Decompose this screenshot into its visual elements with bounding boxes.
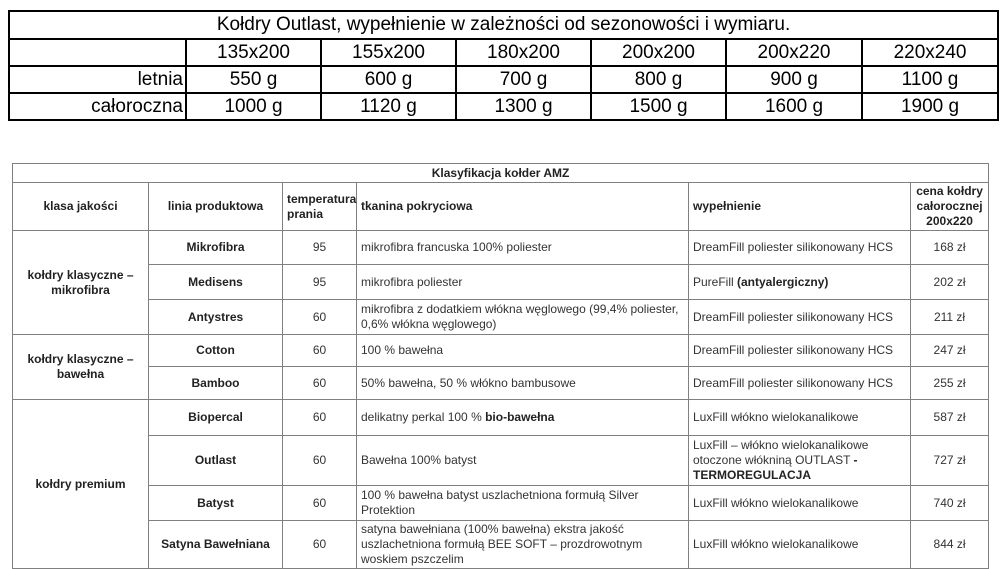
fill-cell: LuxFill włókno wielokanalikowe — [689, 400, 911, 436]
price-cell: 740 zł — [911, 486, 989, 521]
size-header-cell: 200x200 — [591, 39, 726, 66]
product-line-cell: Biopercal — [149, 400, 283, 436]
price-cell: 168 zł — [911, 231, 989, 265]
header-fill: wypełnienie — [689, 183, 911, 231]
fabric-cell: delikatny perkal 100 % bio-bawełna — [357, 400, 689, 436]
fill-cell: DreamFill poliester silikonowany HCS — [689, 367, 911, 400]
size-header-cell: 155x200 — [321, 39, 456, 66]
size-header-cell: 200x220 — [726, 39, 862, 66]
product-line-cell: Antystres — [149, 300, 283, 335]
quality-class-cell: kołdry premium — [13, 400, 149, 569]
product-line-cell: Mikrofibra — [149, 231, 283, 265]
table2-title-row — [13, 164, 989, 183]
price-cell: 844 zł — [911, 521, 989, 569]
header-product-line: linia produktowa — [149, 183, 283, 231]
wash-temp-cell: 60 — [283, 367, 357, 400]
fabric-cell: mikrofibra poliester — [357, 265, 689, 300]
table1-size-header-row — [9, 39, 998, 66]
wash-temp-cell: 60 — [283, 521, 357, 569]
season-label-cell: całoroczna — [9, 93, 186, 120]
price-cell: 255 zł — [911, 367, 989, 400]
price-cell: 727 zł — [911, 436, 989, 486]
fill-cell: LuxFill – włókno wielokanalikowe otoczone włókniną OUTLAST -TERMOREGULACJA — [689, 436, 911, 486]
header-price: cena kołdry całorocznej 200x220 — [911, 183, 989, 231]
table1-title-row — [9, 11, 998, 39]
weight-cell: 550 g — [186, 66, 321, 93]
weight-cell: 1120 g — [321, 93, 456, 120]
table-row-caloroczna — [9, 93, 998, 120]
price-cell: 211 zł — [911, 300, 989, 335]
product-line-cell: Bamboo — [149, 367, 283, 400]
wash-temp-cell: 60 — [283, 400, 357, 436]
table-row-letnia — [9, 66, 998, 93]
table-row — [13, 521, 989, 569]
size-header-cell: 135x200 — [186, 39, 321, 66]
weight-cell: 700 g — [456, 66, 591, 93]
fill-cell: LuxFill włókno wielokanalikowe — [689, 486, 911, 521]
wash-temp-cell: 60 — [283, 300, 357, 335]
season-label-cell: letnia — [9, 66, 186, 93]
weight-cell: 600 g — [321, 66, 456, 93]
table-row — [13, 265, 989, 300]
table-row — [13, 231, 989, 265]
price-cell: 202 zł — [911, 265, 989, 300]
wash-temp-cell: 95 — [283, 265, 357, 300]
size-header-cell: 220x240 — [862, 39, 998, 66]
table1-title: Kołdry Outlast, wypełnienie w zależności od sezonowości i wymiaru. — [9, 11, 998, 39]
table-row — [13, 436, 989, 486]
header-wash-temp: temperatura prania — [283, 183, 357, 231]
quality-class-cell: kołdry klasyczne – mikrofibra — [13, 231, 149, 335]
weight-cell: 1500 g — [591, 93, 726, 120]
product-line-cell: Medisens — [149, 265, 283, 300]
table-row — [13, 367, 989, 400]
header-fabric: tkanina pokryciowa — [357, 183, 689, 231]
table2-header-row — [13, 183, 989, 231]
corner-cell — [9, 39, 186, 66]
product-line-cell: Batyst — [149, 486, 283, 521]
fabric-cell: mikrofibra francuska 100% poliester — [357, 231, 689, 265]
outlast-weights-table — [8, 10, 999, 121]
table-row — [13, 486, 989, 521]
wash-temp-cell: 60 — [283, 436, 357, 486]
header-quality-class: klasa jakości — [13, 183, 149, 231]
weight-cell: 800 g — [591, 66, 726, 93]
weight-cell: 900 g — [726, 66, 862, 93]
fill-cell: LuxFill włókno wielokanalikowe — [689, 521, 911, 569]
fill-cell: DreamFill poliester silikonowany HCS — [689, 335, 911, 367]
fabric-cell: mikrofibra z dodatkiem włókna węglowego (99,4% poliester, 0,6% włókna węglowego) — [357, 300, 689, 335]
product-line-cell: Satyna Bawełniana — [149, 521, 283, 569]
product-line-cell: Cotton — [149, 335, 283, 367]
fill-cell: DreamFill poliester silikonowany HCS — [689, 300, 911, 335]
fabric-cell: satyna bawełniana (100% bawełna) ekstra jakość uszlachetniona formułą BEE SOFT – prozdrowotnym woskiem pszczelim — [357, 521, 689, 569]
weight-cell: 1100 g — [862, 66, 998, 93]
price-cell: 247 zł — [911, 335, 989, 367]
weight-cell: 1900 g — [862, 93, 998, 120]
wash-temp-cell: 95 — [283, 231, 357, 265]
size-header-cell: 180x200 — [456, 39, 591, 66]
weight-cell: 1300 g — [456, 93, 591, 120]
fabric-cell: Bawełna 100% batyst — [357, 436, 689, 486]
fill-cell: PureFill (antyalergiczny) — [689, 265, 911, 300]
price-cell: 587 zł — [911, 400, 989, 436]
table-row — [13, 335, 989, 367]
fabric-cell: 50% bawełna, 50 % włókno bambusowe — [357, 367, 689, 400]
table-row — [13, 400, 989, 436]
product-line-cell: Outlast — [149, 436, 283, 486]
weight-cell: 1600 g — [726, 93, 862, 120]
table2-title: Klasyfikacja kołder AMZ — [13, 164, 989, 183]
fabric-cell: 100 % bawełna — [357, 335, 689, 367]
quality-class-cell: kołdry klasyczne – bawełna — [13, 335, 149, 400]
amz-classification-table — [12, 163, 989, 569]
fill-cell: DreamFill poliester silikonowany HCS — [689, 231, 911, 265]
weight-cell: 1000 g — [186, 93, 321, 120]
fabric-cell: 100 % bawełna batyst uszlachetniona formułą Silver Protektion — [357, 486, 689, 521]
wash-temp-cell: 60 — [283, 486, 357, 521]
wash-temp-cell: 60 — [283, 335, 357, 367]
table-row — [13, 300, 989, 335]
